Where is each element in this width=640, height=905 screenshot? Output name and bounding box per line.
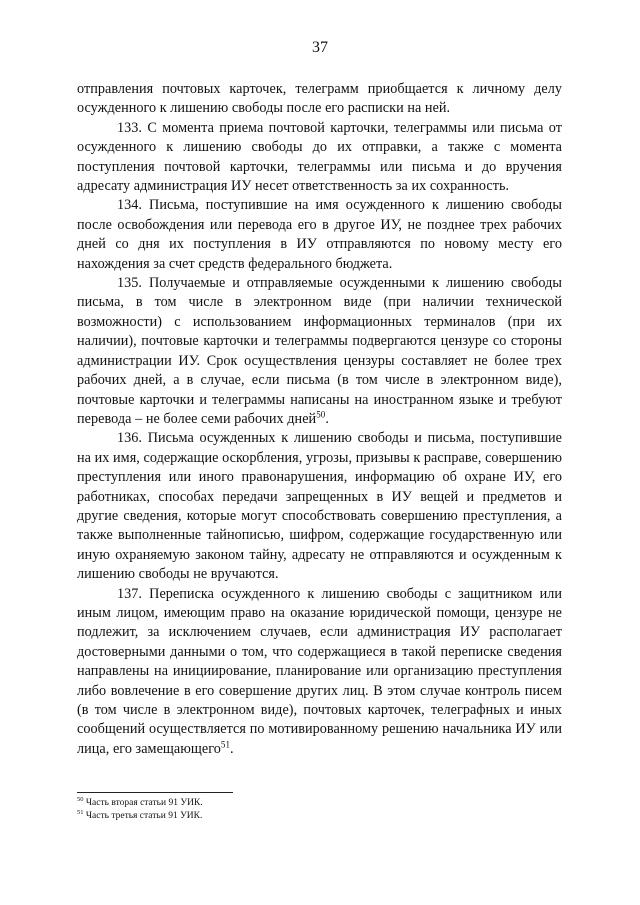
page-number: 37 xyxy=(312,39,328,56)
footnote-text: Часть третья статьи 91 УИК. xyxy=(85,811,203,821)
paragraph-137 xyxy=(77,585,562,760)
paragraph-135-text: 135. Получаемые и отправляемые осужденными к лишению свободы письма, в том числе в электронном виде (при наличии технической возможности) с использованием информационных терминалов (при их наличии), почтовые карточки и телеграммы подвергаются цензуре со стороны администрации ИУ. Срок осуществления цензуры составляет не более трех рабочих дней, а в случае, если письма (в том числе в электронном виде), почтовые карточки и телеграммы написаны на иностранном языке и требуют перевода – не более семи рабочих дней xyxy=(77,275,562,427)
paragraph-continuation: отправления почтовых карточек, телеграмм приобщается к личному делу осужденного к лишению свободы после его расписки на ней. xyxy=(77,81,562,117)
paragraph-133: 133. С момента приема почтовой карточки, телеграммы или письма от осужденного к лишению свободы до их отправки, а также с момента поступления почтовой карточки, телеграммы или письма и до вручения адресату администрация ИУ несет ответственность за их сохранность. xyxy=(77,119,562,195)
footnote-ref-50[interactable]: 50 xyxy=(316,409,326,420)
footnote-50 xyxy=(77,797,562,810)
document-body xyxy=(77,80,562,759)
paragraph-137-end: . xyxy=(230,740,234,757)
footnote-number: 50 xyxy=(77,795,84,803)
footnote-separator xyxy=(77,792,233,793)
footnote-number: 51 xyxy=(77,808,84,816)
paragraph-134: 134. Письма, поступившие на имя осужденного к лишению свободы после освобождения или перевода его в другое ИУ, не позднее трех рабочих дней со дня их поступления в ИУ отправляются по новому месту его нахождения за счет средств федерального бюджета. xyxy=(77,197,562,272)
paragraph-137-text: 137. Переписка осужденного к лишению свободы с защитником или иным лицом, имеющим право на оказание юридической помощи, цензуре не подлежит, за исключением случаев, если администрация ИУ располагает достоверными данными о том, что содержащиеся в такой переписке сведения направлены на инициирование, планирование или организацию преступления либо вовлечение в его совершение других лиц. В этом случае контроль писем (в том числе в электронном виде), почтовых карточек, телеграфных и иных сообщений осуществляется по мотивированному решению начальника ИУ или лица, его замещающего xyxy=(77,585,562,757)
paragraph-135 xyxy=(77,274,562,429)
footnote-ref-51[interactable]: 51 xyxy=(220,739,230,750)
paragraph-135-end: . xyxy=(325,410,329,427)
footnotes xyxy=(77,797,562,823)
footnote-text: Часть вторая статьи 91 УИК. xyxy=(85,798,203,808)
paragraph-136: 136. Письма осужденных к лишению свободы и письма, поступившие на их имя, содержащие оскорбления, угрозы, призывы к расправе, совершению преступления или иного правонарушения, информацию об охране ИУ, его работниках, способах передачи запрещенных в ИУ вещей и предметов и другие сведения, которые могут способствовать совершению преступления, а также выполненные тайнописью, шифром, содержащие государственную или иную охраняемую законом тайну, адресату не отправляются и осужденным к лишению свободы не вручаются. xyxy=(77,430,562,583)
footnote-51 xyxy=(77,810,562,823)
